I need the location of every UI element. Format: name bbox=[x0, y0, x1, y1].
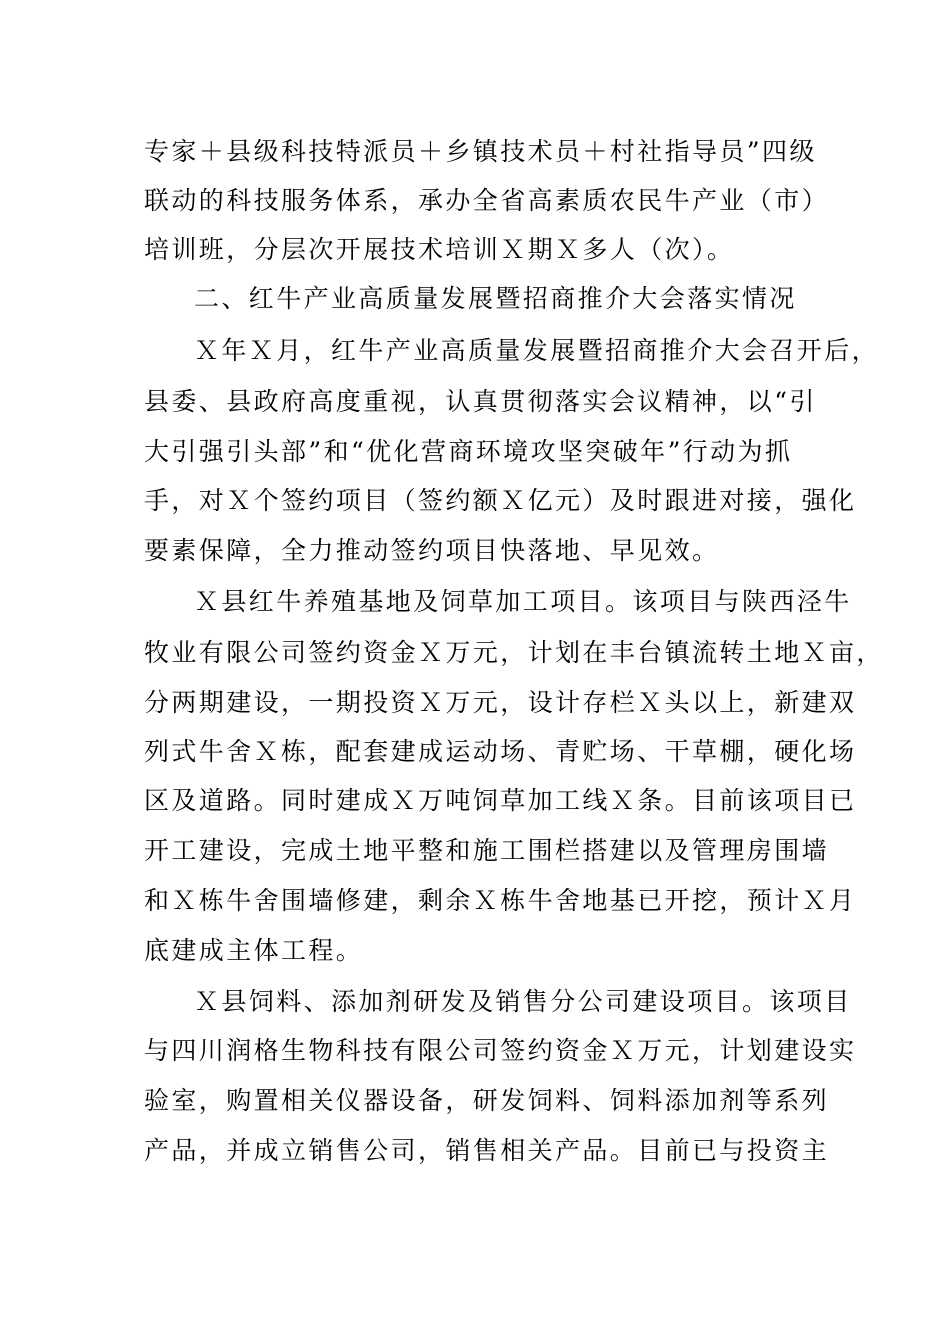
body-text-line: 手，对Ｘ个签约项目（签约额Ｘ亿元）及时跟进对接，强化 bbox=[144, 486, 857, 515]
section-heading: 二、红牛产业高质量发展暨招商推介大会落实情况 bbox=[194, 284, 797, 313]
body-text-line: 区及道路。同时建成Ｘ万吨饲草加工线Ｘ条。目前该项目已 bbox=[144, 786, 857, 815]
body-text-line: 专家＋县级科技特派员＋乡镇技术员＋村社指导员”四级 bbox=[144, 137, 817, 166]
body-text-line: 县委、县政府高度重视，认真贯彻落实会议精神，以“引 bbox=[144, 387, 817, 416]
body-text-line: 要素保障，全力推动签约项目快落地、早见效。 bbox=[144, 536, 720, 565]
body-text-line: Ｘ县红牛养殖基地及饲草加工项目。该项目与陕西泾牛 bbox=[194, 587, 852, 616]
body-text-line: 大引强引头部”和“优化营商环境攻坚突破年”行动为抓 bbox=[144, 437, 793, 466]
body-text-line: Ｘ年Ｘ月，红牛产业高质量发展暨招商推介大会召开后， bbox=[194, 336, 880, 365]
body-text-line: 底建成主体工程。 bbox=[144, 936, 364, 965]
body-text-line: 验室，购置相关仪器设备，研发饲料、饲料添加剂等系列 bbox=[144, 1086, 830, 1115]
body-text-line: 列式牛舍Ｘ栋，配套建成运动场、青贮场、干草棚，硬化场 bbox=[144, 737, 857, 766]
body-text-line: 和Ｘ栋牛舍围墙修建，剩余Ｘ栋牛舍地基已开挖，预计Ｘ月 bbox=[144, 886, 857, 915]
body-text-line: 联动的科技服务体系，承办全省高素质农民牛产业（市） bbox=[144, 186, 830, 215]
body-text-line: 产品，并成立销售公司，销售相关产品。目前已与投资主 bbox=[144, 1136, 830, 1165]
body-text-line: 开工建设，完成土地平整和施工围栏搭建以及管理房围墙 bbox=[144, 836, 830, 865]
body-text-line: 分两期建设，一期投资Ｘ万元，设计存栏Ｘ头以上，新建双 bbox=[144, 688, 857, 717]
body-text-line: 培训班，分层次开展技术培训Ｘ期Ｘ多人（次）。 bbox=[144, 235, 735, 264]
body-text-line: 牧业有限公司签约资金Ｘ万元，计划在丰台镇流转土地Ｘ亩， bbox=[144, 638, 884, 667]
body-text-line: 与四川润格生物科技有限公司签约资金Ｘ万元，计划建设实 bbox=[144, 1036, 857, 1065]
body-text-line: Ｘ县饲料、添加剂研发及销售分公司建设项目。该项目 bbox=[194, 987, 852, 1016]
